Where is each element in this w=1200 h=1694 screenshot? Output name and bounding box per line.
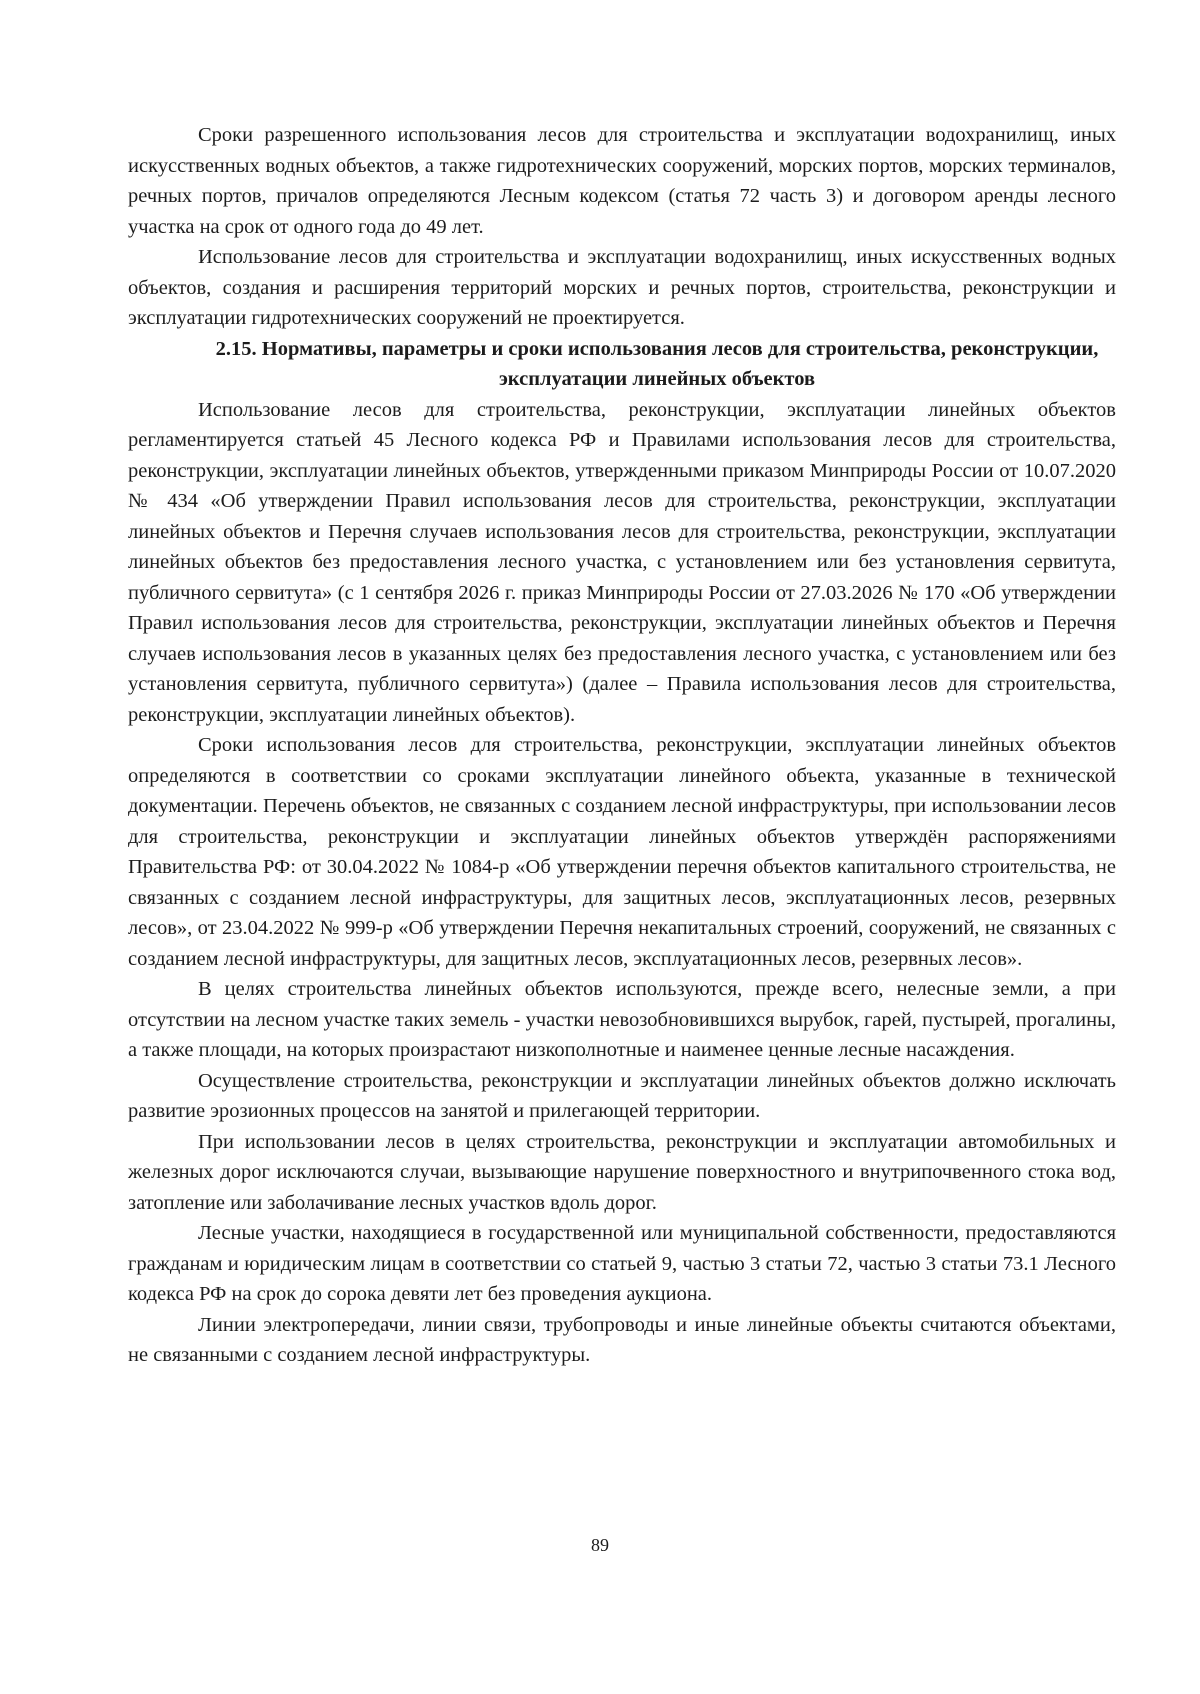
paragraph-erosion: Осуществление строительства, реконструкции и эксплуатации линейных объектов должно исключать развитие эрозионных процессов на занятой и прилегающей территории. <box>128 1069 1116 1122</box>
document-body <box>128 120 1116 1371</box>
paragraph-non-forest-lands: В целях строительства линейных объектов используются, прежде всего, нелесные земли, а при отсутствии на лесном участке таких земель - участки невозобновившихся вырубок, гарей, пустырей, прогалины, а также площади, на которых произрастают низкополнотные и наименее ценные лесные насаждения. <box>128 978 1116 1061</box>
section-heading: 2.15. Нормативы, параметры и сроки использования лесов для строительства, реконструкции, эксплуатации линейных объектов <box>215 337 1099 390</box>
paragraph-linear-objects-regulation: Использование лесов для строительства, реконструкции, эксплуатации линейных объектов регламентируется статьей 45 Лесного кодекса РФ и Правилами использования лесов для строительства, реконструкции, эксплуатации линейных объектов, утвержденными приказом Минприроды России от 10.07.2020 № 434 «Об утверждении Правил использования лесов для строительства, реконструкции, эксплуатации линейных объектов и Перечня случаев использования лесов для строительства, реконструкции, эксплуатации линейных объектов без предоставления лесного участка, с установлением или без установления сервитута, публичного сервитута» (с 1 сентября 2026 г. приказ Минприроды России от 27.03.2026 № 170 «Об утверждении Правил использования лесов для строительства, реконструкции, эксплуатации линейных объектов и Перечня случаев использования лесов в указанных целях без предоставления лесного участка, с установлением или без установления сервитута, публичного сервитута») (далее – Правила использования лесов для строительства, реконструкции, эксплуатации линейных объектов). <box>128 398 1116 726</box>
paragraph-plots-provision: Лесные участки, находящиеся в государственной или муниципальной собственности, предоставляются гражданам и юридическим лицам в соответствии со статьей 9, частью 3 статьи 72, частью 3 статьи 73.1 Лесного кодекса РФ на срок до сорока девяти лет без проведения аукциона. <box>128 1222 1116 1305</box>
page-number: 89 <box>591 1535 609 1555</box>
paragraph-power-lines: Линии электропередачи, линии связи, трубопроводы и иные линейные объекты считаются объектами, не связанными с созданием лесной инфраструктуры. <box>128 1313 1116 1366</box>
paragraph-reservoir-not-planned: Использование лесов для строительства и эксплуатации водохранилищ, иных искусственных водных объектов, создания и расширения территорий морских и речных портов, строительства, реконструкции и эксплуатации гидротехнических сооружений не проектируется. <box>128 246 1116 329</box>
paragraph-linear-objects-terms: Сроки использования лесов для строительства, реконструкции, эксплуатации линейных объектов определяются в соответствии со сроками эксплуатации линейного объекта, указанные в технической документации. Перечень объектов, не связанных с созданием лесной инфраструктуры, при использовании лесов для строительства, реконструкции и эксплуатации линейных объектов утверждён распоряжениями Правительства РФ: от 30.04.2022 № 1084-р «Об утверждении перечня объектов капитального строительства, не связанных с созданием лесной инфраструктуры, для защитных лесов, эксплуатационных лесов, резервных лесов», от 23.04.2022 № 999-р «Об утверждении Перечня некапитальных строений, сооружений, не связанных с созданием лесной инфраструктуры, для защитных лесов, эксплуатационных лесов, резервных лесов». <box>128 734 1116 970</box>
paragraph-roads: При использовании лесов в целях строительства, реконструкции и эксплуатации автомобильных и железных дорог исключаются случаи, вызывающие нарушение поверхностного и внутрипочвенного стока вод, затопление или заболачивание лесных участков вдоль дорог. <box>128 1130 1116 1214</box>
paragraph-reservoir-terms: Сроки разрешенного использования лесов для строительства и эксплуатации водохранилищ, иных искусственных водных объектов, а также гидротехнических сооружений, морских портов, морских терминалов, речных портов, причалов определяются Лесным кодексом (статья 72 часть 3) и договором аренды лесного участка на срок от одного года до 49 лет. <box>128 124 1116 238</box>
